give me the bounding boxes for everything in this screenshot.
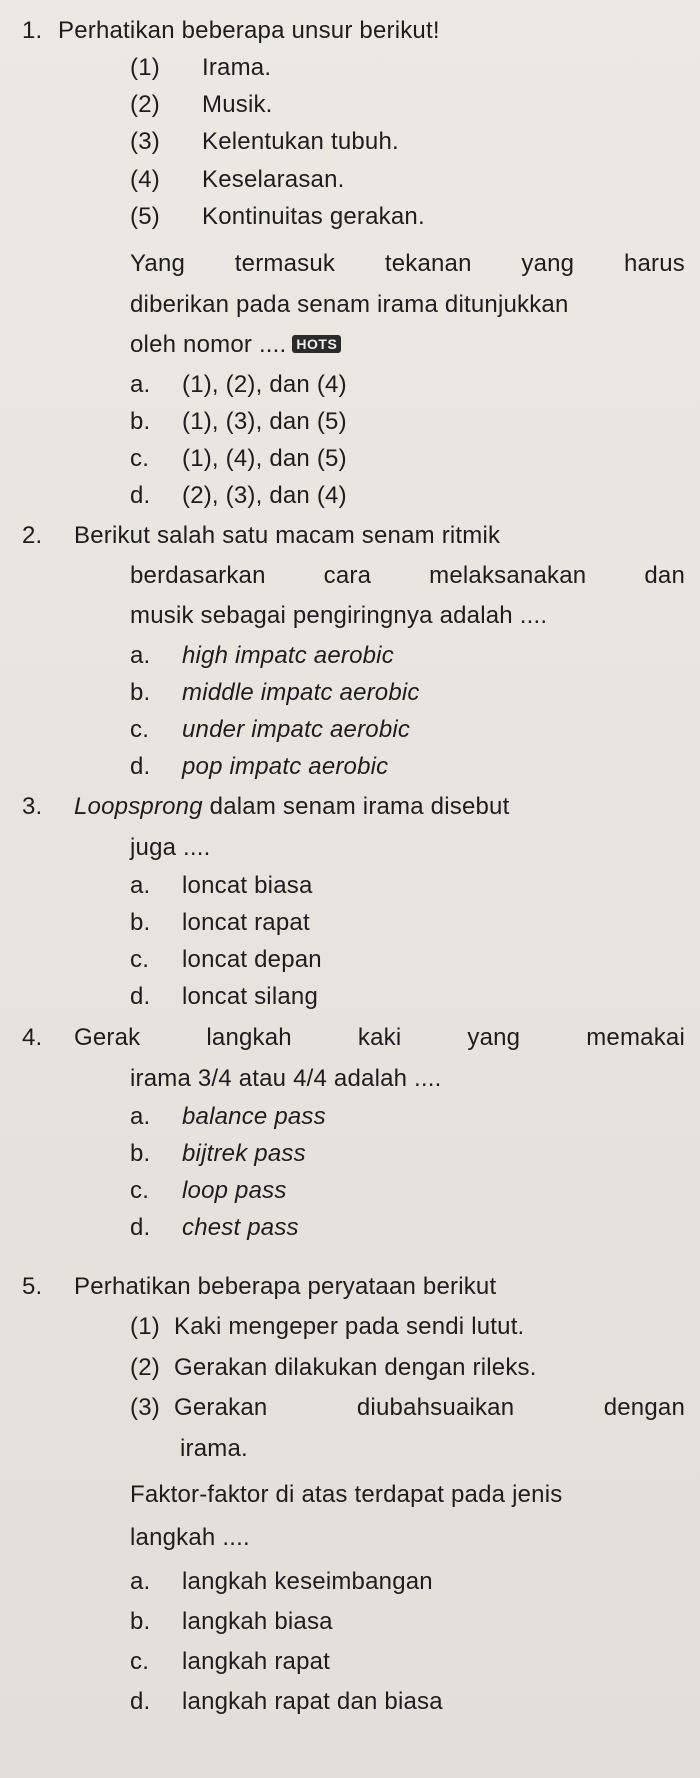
question-5-title: Perhatikan beberapa peryataan berikut: [74, 1273, 497, 1300]
question-5-stem-line: Faktor-faktor di atas terdapat pada jenis: [130, 1481, 563, 1508]
question-5-stem-line: langkah ....: [130, 1524, 250, 1551]
question-1-title: Perhatikan beberapa unsur berikut!: [58, 17, 440, 44]
question-2-stem-line: berdasarkan cara melaksanakan dan: [130, 562, 685, 589]
question-number: 4.: [22, 1024, 43, 1051]
question-1-stem-line: oleh nomor .... HOTS: [130, 330, 341, 360]
question-2-stem-line: musik sebagai pengiringnya adalah ....: [130, 602, 548, 629]
hots-badge: HOTS: [292, 335, 341, 353]
question-number: 3.: [22, 793, 43, 820]
statement-item-continuation: irama.: [180, 1435, 248, 1462]
question-1-stem-line: diberikan pada senam irama ditunjukkan: [130, 291, 569, 318]
question-1-stem-line: Yang termasuk tekanan yang harus: [130, 250, 685, 277]
question-number: 2.: [22, 522, 43, 549]
question-4-stem-line: irama 3/4 atau 4/4 adalah ....: [130, 1065, 442, 1092]
worksheet-page: 1. Perhatikan beberapa unsur berikut! (1) Irama. (2) Musik. (3) Kelentukan tubuh. (4) Keselarasan. (5) Kontinuitas gerakan. Yang termasuk tekanan yang harus diberikan pada senam irama ditunjukkan oleh nomor .... HOTS a. (1), (2), dan (4) b. (1), (3), dan (5) c. (1), (4), dan (5) d. (2), (3), dan (4) 2. Berikut salah satu macam senam ritmik berdasarkan cara melaksanakan dan musik sebagai pengiringnya adalah .... a. high impatc aerobic b. middle impatc aerobic c. under impatc aerobic d. pop impatc aerobic 3. Loopsprong dalam senam irama disebut juga .... a. loncat biasa b. loncat rapat c. loncat depan d. loncat silang 4. Gerak langkah kaki yang memakai irama 3/4 atau 4/4 adalah .... a. balance pass b. bijtrek pass c. loop pass d. chest pass 5. Perhatikan beberapa peryataan berikut (1) Kaki mengeper pada sendi lutut. (2) Gerakan dilakukan dengan rileks. (3) Gerakan diubahsuaikan dengan irama. Faktor-faktor di atas terdapat pada jenis langkah .... a. langkah keseimbangan b. langkah biasa c. langkah rapat d. langkah rapat dan biasa: [0, 0, 700, 1778]
question-1-title-line: [22, 16, 440, 46]
question-number: 5.: [22, 1273, 43, 1300]
question-3-stem-line: juga ....: [130, 834, 211, 861]
question-number: 1.: [22, 17, 43, 44]
